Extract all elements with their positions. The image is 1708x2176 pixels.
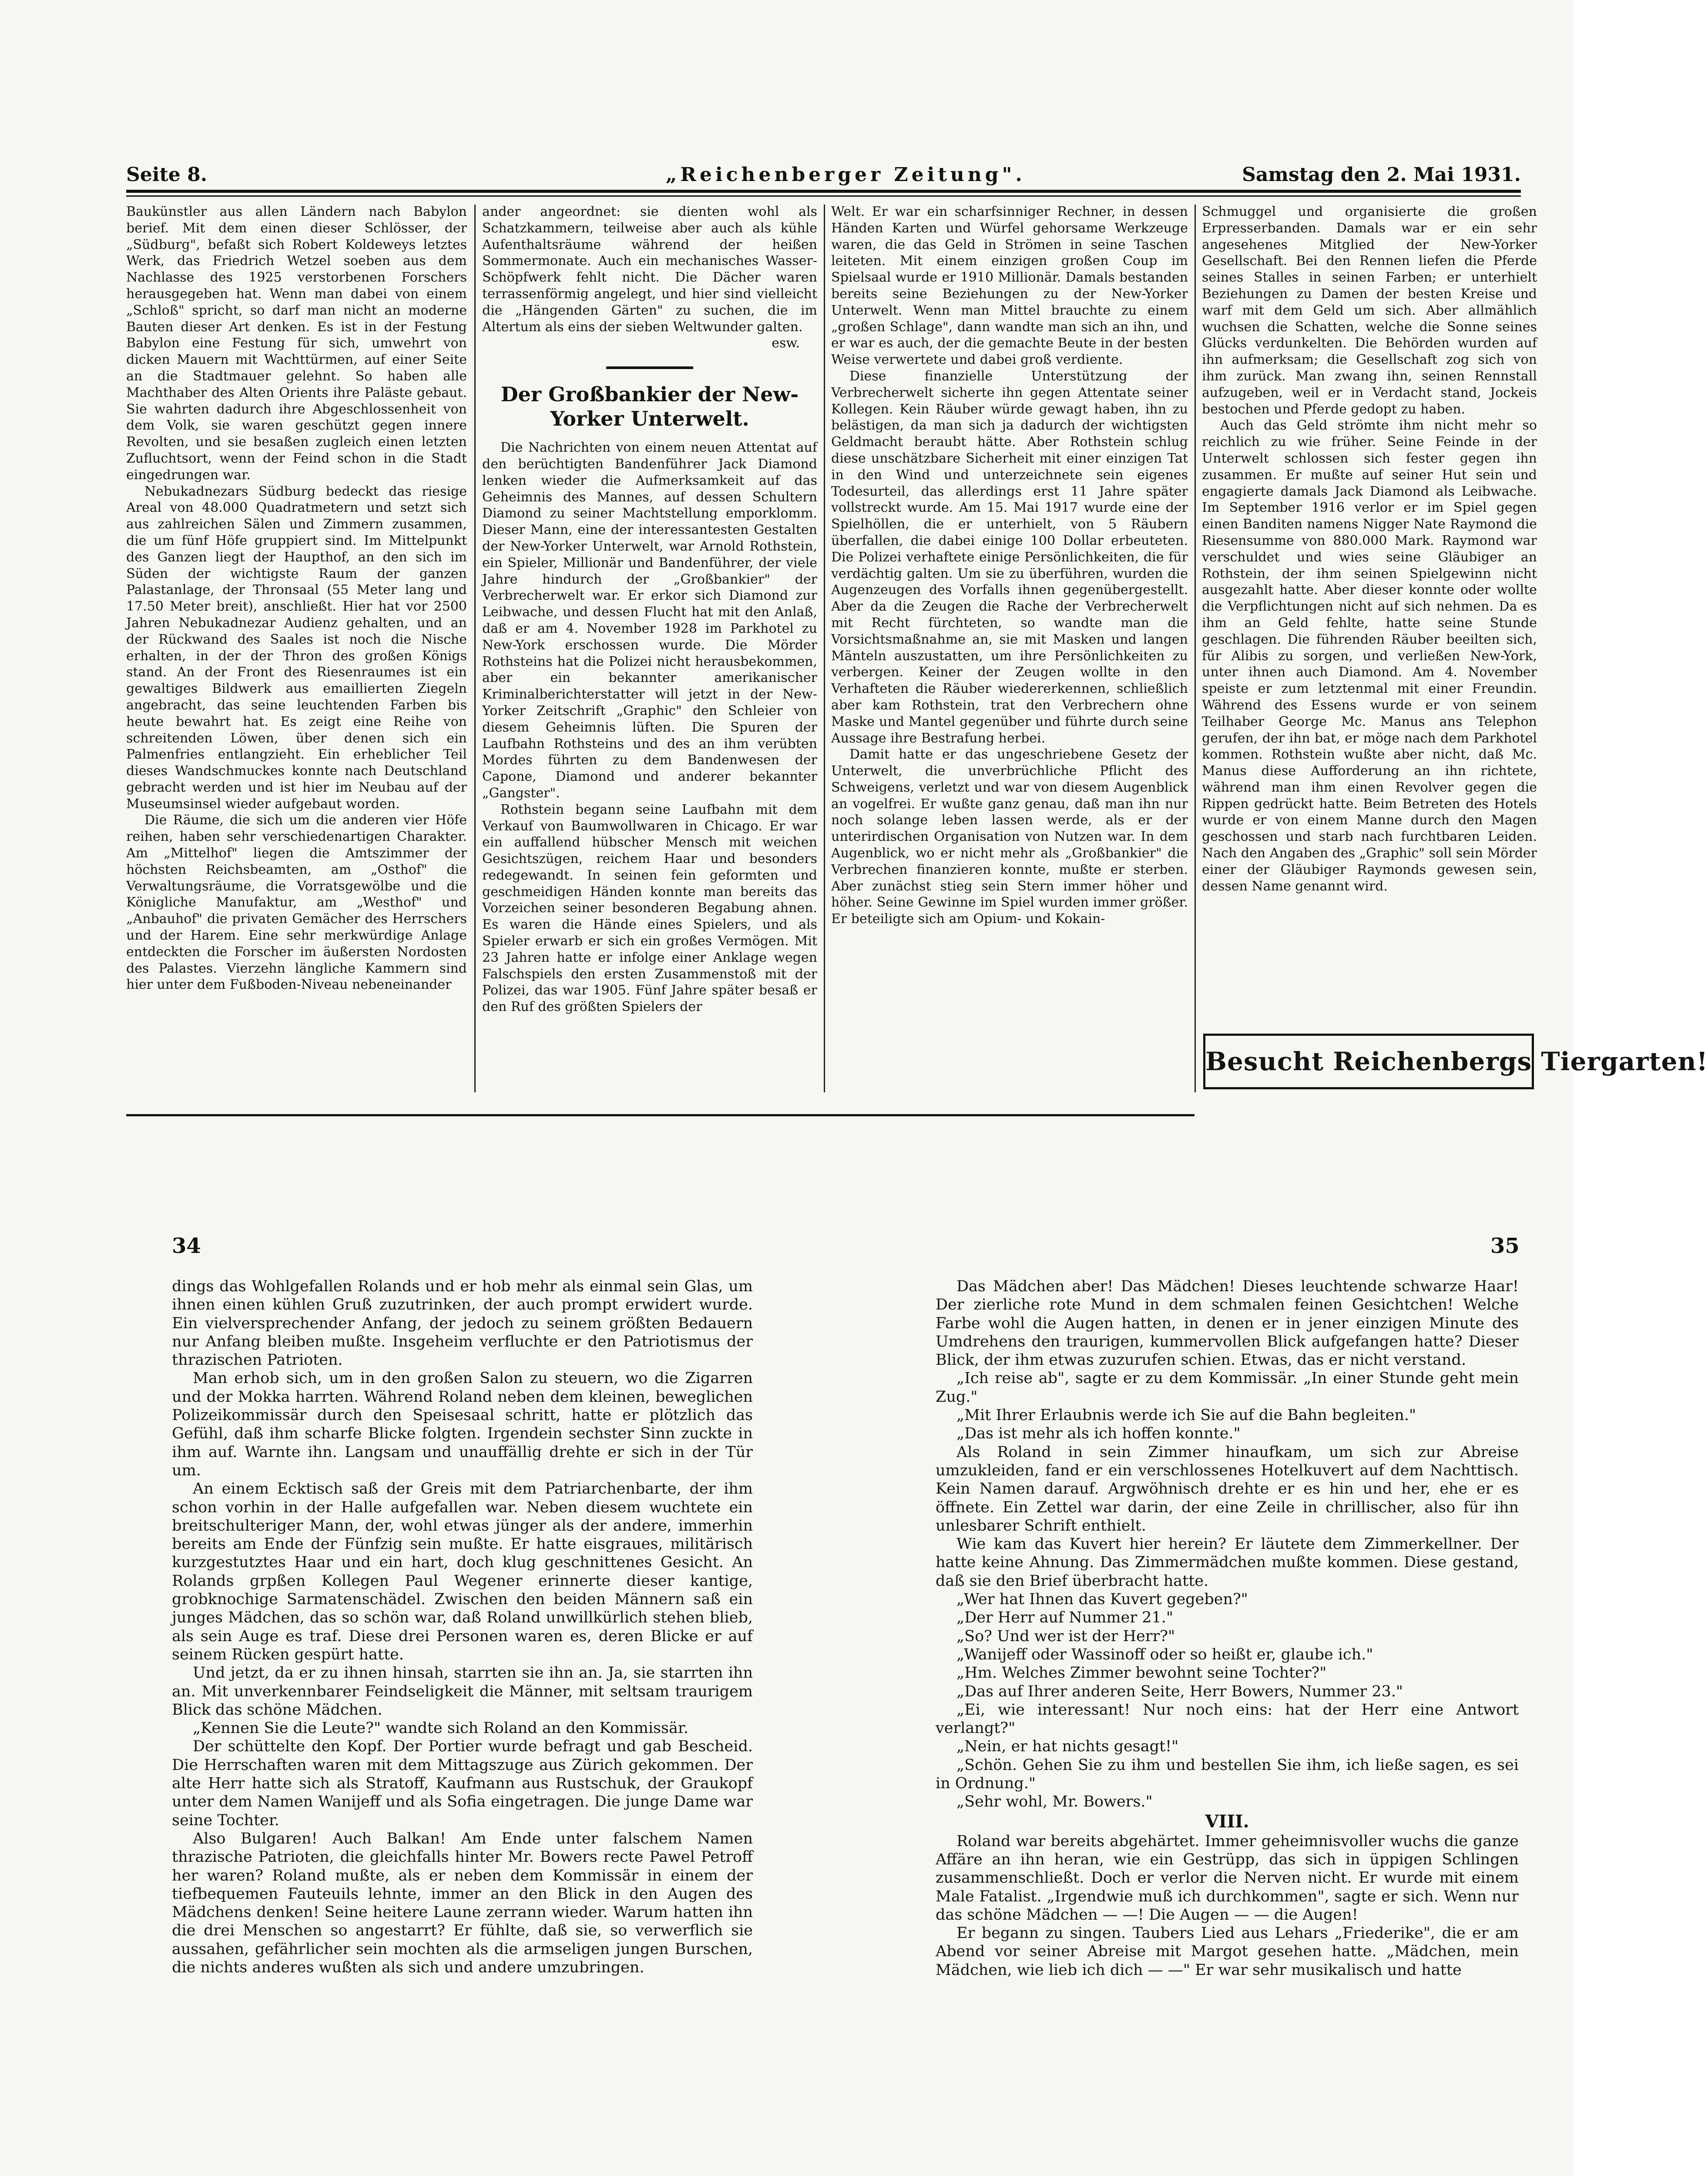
serial-paragraph: „Schön. Gehen Sie zu ihm und bestellen Sie ihm, ich ließe sagen, es sei in Ordnung." bbox=[936, 1756, 1519, 1793]
serial-paragraph: Das Mädchen aber! Das Mädchen! Dieses leuchtende schwarze Haar! Der zierliche rote Mund in dem schmalen feinen Gesichtchen! Welche Farbe wohl die Augen hatten, in denen er in jener einzigen Minute des Umdrehens den traurigen, kummervollen Blick aufgefangen hatte? Dieser Blick, der ihm etwas zuzurufen schien. Etwas, das er nicht verstand. bbox=[936, 1278, 1519, 1369]
column-rule-1 bbox=[474, 205, 476, 1092]
column-4 bbox=[1202, 204, 1537, 1022]
serial-paragraph: Und jetzt, da er zu ihnen hinsah, starrten sie ihn an. Ja, sie starrten ihn an. Mit unverkennbarer Feindseligkeit die Männer, mit seltsam traurigem Blick das schöne Mädchen. bbox=[172, 1664, 753, 1719]
header-page-number: Seite 8. bbox=[126, 164, 208, 186]
header-rule-thin bbox=[126, 195, 1521, 197]
serial-paragraph: Man erhob sich, um in den großen Salon zu steuern, wo die Zigarren und der Mokka harrten. Während Roland neben dem kleinen, beweglichen Polizeikommissär durch den Speisesaal schritt, hatte er plötzlich das Gefühl, daß ihm scharfe Blicke folgten. Irgendein sechster Sinn zuckte in ihm auf. Warnte ihn. Langsam und unauffällig drehte er sich in der Tür um. bbox=[172, 1370, 753, 1479]
serial-page-number-right: 35 bbox=[1490, 1234, 1520, 1258]
serial-left-column bbox=[172, 1277, 753, 2052]
col1-paragraph: Die Räume, die sich um die anderen vier Höfe reihen, haben sehr verschiedenartigen Charakter. Am „Mittelhof" liegen die Amtszimmer der höchsten Reichsbeamten, am „Osthof" die Verwaltungsräume, die Vorratsgewölbe und die Königliche Manufaktur, am „Westhof" und „Anbauhof" die privaten Gemächer des Herrschers und der Harem. Eine sehr merkwürdige Anlage entdeckten die Forscher im äußersten Nordosten des Palastes. Vierzehn längliche Kammern sind hier unter dem Fußboden-Niveau nebeneinander bbox=[126, 813, 467, 993]
serial-paragraph: „Hm. Welches Zimmer bewohnt seine Tochter?" bbox=[956, 1664, 1327, 1682]
article-signature: esw. bbox=[772, 336, 800, 351]
col1-paragraph: Baukünstler aus allen Ländern nach Babylon berief. Mit dem einen dieser Schlösser, der „Südburg", befaßt sich Robert Koldeweys letztes Werk, das Friedrich Wetzel soeben aus dem Nachlasse des 1925 verstorbenen Forschers herausgegeben hat. Wenn man dabei von einem „Schloß" spricht, so darf man nicht an moderne Bauten dieser Art denken. Es ist in der Festung Babylon eine Festung für sich, umwehrt von dicken Mauern mit Wachttürmen, auf einer Seite an die Stadtmauer gelehnt. So haben alle Machthaber des Alten Orients ihre Paläste gebaut. Sie wahrten dadurch ihre Abgeschlossenheit von dem Volk, sie waren geschützt gegen innere Revolten, und sie besaßen zugleich einen letzten Zufluchtsort, wenn der Feind schon in die Stadt eingedrungen war. bbox=[126, 204, 467, 483]
serial-paragraph: Er begann zu singen. Taubers Lied aus Lehars „Friederike", die er am Abend vor seiner Abreise mit Margot gesehen hatte. „Mädchen, mein Mädchen, wie lieb ich dich — —" Er war sehr musikalisch und hatte bbox=[936, 1924, 1519, 1979]
serial-paragraph: dings das Wohlgefallen Rolands und er hob mehr als einmal sein Glas, um ihnen einen kühlen Gruß zuzutrinken, der auch prompt erwidert wurde. Ein vielversprechender Anfang, der jedoch zu seinem größten Bedauern nur Anfang bleiben mußte. Insgeheim verfluchte er den Patriotismus der thrazischen Patrioten. bbox=[172, 1278, 753, 1369]
serial-paragraph: „Ich reise ab", sagte er zu dem Kommissär. „In einer Stunde geht mein Zug." bbox=[936, 1370, 1519, 1406]
article-bottom-rule bbox=[126, 1114, 1195, 1116]
col2-paragraph: Rothstein begann seine Laufbahn mit dem Verkauf von Baumwollwaren in Chicago. Er war ein auffallend hübscher Mensch mit weichen Gesichtszügen, reichem Haar und besonders redegewandt. In seinen fein geformten und geschmeidigen Händen konnte man bereits das Vorzeichen seiner besonderen Begabung ahnen. Es waren die Hände eines Spielers, und als Spieler erwarb er sich ein großes Vermögen. Mit 23 Jahren hatte er infolge einer Anklage wegen Falschspiels den ersten Zusammenstoß mit der Polizei, das war 1905. Fünf Jahre später besaß er den Ruf des größten Spielers der bbox=[482, 802, 817, 1015]
column-rule-2 bbox=[824, 205, 825, 1092]
serial-paragraph: „Mit Ihrer Erlaubnis werde ich Sie auf die Bahn begleiten." bbox=[956, 1407, 1416, 1424]
chapter-heading: VIII. bbox=[1205, 1811, 1249, 1832]
col3-paragraph: Damit hatte er das ungeschriebene Gesetz der Unterwelt, die unverbrüchliche Pflicht des Schweigens, verletzt und war von diesem Augenblick an vogelfrei. Er wußte ganz genau, daß man ihn nur noch solange leben lassen werde, als er der unterirdischen Organisation von Nutzen war. In dem Augenblick, wo er nicht mehr als „Großbankier" die Verbrechen finanzieren konnte, mußte er sterben. Aber zunächst stieg sein Stern immer höher und höher. Seine Gewinne im Spiel wurden immer größer. Er beteiligte sich am Opium- und Kokain- bbox=[831, 747, 1188, 927]
serial-paragraph: Roland war bereits abgehärtet. Immer geheimnisvoller wuchs die ganze Affäre an ihn heran, wie ein Gestrüpp, das sich in üppigen Schlingen zusammenschließt. Doch er verlor die Nerven nicht. Er wurde mit einem Male Fatalist. „Irgendwie muß ich durchkommen", sagte er sich. Wenn nur das schöne Mädchen — —! Die Augen — — die Augen! bbox=[936, 1832, 1519, 1924]
header-rule bbox=[126, 190, 1521, 193]
col1-paragraph: Nebukadnezars Südburg bedeckt das riesige Areal von 48.000 Quadratmetern und setzt sich aus zahlreichen Sälen und Zimmern zusammen, die um fünf Höfe gruppiert sind. Im Mittelpunkt des Ganzen liegt der Haupthof, an den sich im Süden der wichtigste Raum der ganzen Palastanlage, der Thronsaal (55 Meter lang und 17.50 Meter breit), anschließt. Hier hat vor 2500 Jahren Nebukadnezar Audienz gehalten, und an der Rückwand des Saales ist noch die Nische erhalten, in der der Thron des großen Königs stand. An der Front des Riesenraumes ist ein gewaltiges Bildwerk aus emaillierten Ziegeln angebracht, das seine leuchtenden Farben bis heute bewahrt hat. Es zeigt eine Reihe von schreitenden Löwen, über denen sich ein Palmenfries entlangzieht. Ein erheblicher Teil dieses Wandschmuckes konnte nach Deutschland gebracht werden und ist hier im Neubau auf der Museumsinsel wieder aufgebaut worden. bbox=[126, 484, 467, 812]
serial-paragraph: An einem Ecktisch saß der Greis mit dem Patriarchenbarte, der ihm schon vorhin in der Halle aufgefallen war. Neben diesem wuchtete ein breitschulteriger Mann, der, wohl etwas jünger als der andere, immerhin bereits am Ende der Fünfzig sein mußte. Er hatte eisgraues, militärisch kurzgestutztes Haar und ein hart, doch klug geschnittenes Gesicht. An Rolands grpßen Kollegen Paul Wegener erinnerte dieser kantige, grobknochige Sarmatenschädel. Zwischen den beiden Männern saß ein junges Mädchen, das so schön war, daß Roland unwillkürlich stehen blieb, als sein Auge es traf. Diese drei Personen waren es, deren Blicke er auf seinem Rücken gespürt hatte. bbox=[172, 1480, 753, 1663]
serial-paragraph: „Kennen Sie die Leute?" wandte sich Roland an den Kommissär. bbox=[193, 1719, 688, 1737]
serial-paragraph: „So? Und wer ist der Herr?" bbox=[956, 1627, 1175, 1645]
serial-paragraph: Also Bulgaren! Auch Balkan! Am Ende unter falschem Namen thrazische Patrioten, die gleichfalls hinter Mr. Bowers recte Pawel Petroff her waren? Roland mußte, als er neben dem Kommissär in einem der tiefbequemen Fauteuils lehnte, immer an den Blick in den Augen des Mädchens denken! Seine heitere Laune zerrann wieder. Warum hatten ihn die drei Menschen so angestarrt? Er fühlte, daß sie, so verwerflich sie aussahen, gefährlicher sein mochten als die armseligen jungen Burschen, die nichts anderes wußten als sich und andere umzubringen. bbox=[172, 1830, 753, 1976]
serial-paragraph: „Das auf Ihrer anderen Seite, Herr Bowers, Nummer 23." bbox=[956, 1682, 1403, 1700]
article-headline: Der Großbankier der New-Yorker Unterwelt. bbox=[500, 383, 799, 431]
serial-paragraph: „Wanijeff oder Wassinoff oder so heißt er, glaube ich." bbox=[956, 1645, 1373, 1663]
col4-paragraph: Auch das Geld strömte ihm nicht mehr so reichlich zu wie früher. Seine Feinde in der Unterwelt schlossen sich fester gegen ihn zusammen. Er mußte auf seiner Hut sein und engagierte damals Jack Diamond als Leibwache. Im September 1916 verlor er im Spiel gegen einen Banditen namens Nigger Nate Raymond die Riesensumme von 880.000 Mark. Raymond war verschuldet und wies seine Gläubiger an Rothstein, der ihm seinen Spielgewinn nicht ausgezahlt hatte. Aber dieser konnte oder wollte die Verpflichtungen nicht auf sich nehmen. Da es ihm an Geld fehlte, hatte seine Stunde geschlagen. Die führenden Räuber beeilten sich, für Alibis zu sorgen, und verließen New-York, unter ihnen auch Diamond. Am 4. November speiste er zum letztenmal mit einer Freundin. Während des Essens wurde er von seinem Teilhaber George Mc. Manus ans Telephon gerufen, der ihn bat, er möge nach dem Parkhotel kommen. Rothstein wußte aber nicht, daß Mc. Manus diese Aufforderung an ihn richtete, während man ihm einen Revolver gegen die Rippen gedrückt hatte. Beim Betreten des Hotels wurde er von einem Manne durch den Magen geschossen und starb nach furchtbaren Leiden. Nach den Angaben des „Graphic" soll sein Mörder einer der Gläubiger Raymonds gewesen sein, dessen Name genannt wird. bbox=[1202, 418, 1537, 894]
col3-paragraph: Diese finanzielle Unterstützung der Verbrecherwelt sicherte ihn gegen Attentate seiner Kollegen. Kein Räuber würde gewagt haben, ihn zu belästigen, da man sich ja dadurch der wichtigsten Geldmacht beraubt hätte. Aber Rothstein schlug diese unschätzbare Sicherheit mit einer einzigen Tat in den Wind und unterzeichnete sein eigenes Todesurteil, das allerdings erst 11 Jahre später vollstreckt wurde. Am 15. Mai 1917 wurde eine der Spielhöllen, die er unterhielt, von 5 Räubern überfallen, die dabei einige 100 Dollar erbeuteten. Die Polizei verhaftete einige Persönlichkeiten, die für verdächtig galten. Um sie zu überführen, wurden die Augenzeugen des Vorfalls ihnen gegenübergestellt. Aber da die Zeugen die Rache der Verbrecherwelt mit Recht fürchteten, so wandte man die Vorsichtsmaßnahme an, sie mit Masken und langen Mänteln auszustatten, um ihre Persönlichkeiten zu verbergen. Keiner der Zeugen wollte in den Verhafteten die Räuber wiedererkennen, schließlich aber kam Rothstein, trat den Verbrechern ohne Maske und Mantel gegenüber und führte durch seine Aussage ihre Bestrafung herbei. bbox=[831, 368, 1188, 746]
serial-paragraph: Wie kam das Kuvert hier herein? Er läutete dem Zimmerkellner. Der hatte keine Ahnung. Das Zimmermädchen mußte kommen. Diese gestand, daß sie den Brief überbracht hatte. bbox=[936, 1535, 1519, 1590]
serial-paragraph: „Das ist mehr als ich hoffen konnte." bbox=[956, 1425, 1241, 1443]
col3-paragraph: Welt. Er war ein scharfsinniger Rechner, in dessen Händen Karten und Würfel gehorsame Werkzeuge waren, die das Geld in Strömen in seine Taschen leiteten. Mit einem einzigen großen Coup im Spielsaal wurde er 1910 Millionär. Damals bestanden bereits seine Beziehungen zu der New-Yorker Unterwelt. Wenn man Mittel brauchte zu einem „großen Schlage", dann wandte man sich an ihn, und er war es auch, der die gemachte Beute in der besten Weise verwertete und dabei groß verdiente. bbox=[831, 204, 1188, 368]
serial-paragraph: „Der Herr auf Nummer 21." bbox=[956, 1609, 1173, 1627]
column-1 bbox=[126, 204, 467, 1113]
header-newspaper-name: „Reichenberger Zeitung". bbox=[666, 164, 1026, 186]
serial-paragraph: Der schüttelte den Kopf. Der Portier wurde befragt und gab Bescheid. Die Herrschaften waren mit dem Mittagszuge aus Zürich gekommen. Der alte Herr hatte sich als Stratoff, Kaufmann aus Rustschuk, der Graukopf unter dem Namen Wanijeff und als Sofia eingetragen. Die junge Dame war seine Tochter. bbox=[172, 1738, 753, 1829]
column-3 bbox=[831, 204, 1188, 1113]
zoo-advertisement: Besucht Reichenbergs Tiergarten! bbox=[1203, 1034, 1534, 1089]
header-date: Samstag den 2. Mai 1931. bbox=[1242, 164, 1521, 186]
col2-paragraph: Die Nachrichten von einem neuen Attentat auf den berüchtigten Bandenführer Jack Diamond lenken wieder die Aufmerksamkeit auf das Geheimnis des Mannes, auf dessen Schultern Diamond zu seiner Machtstellung emporklomm. Dieser Mann, eine der interessantesten Gestalten der New-Yorker Unterwelt, war Arnold Rothstein, ein Spieler, Millionär und Bandenführer, der viele Jahre hindurch der „Großbankier" der Verbrecherwelt war. Er erkor sich Diamond zur Leibwache, und dessen Flucht hat mit den Anlaß, daß er am 4. November 1928 im Parkhotel zu New-York erschossen wurde. Die Mörder Rothsteins hat die Polizei nicht herausbekommen, aber ein bekannter amerikanischer Kriminalberichterstatter will jetzt in der New-Yorker Zeitschrift „Graphic" den Schleier von diesem Geheimnis lüften. Die Spuren der Laufbahn Rothsteins und des an ihm verübten Mordes führten zu dem Bandenwesen der Capone, Diamond und anderer bekannter „Gangster". bbox=[482, 440, 817, 801]
serial-right-column bbox=[936, 1277, 1519, 2069]
col2-intro: ander angeordnet: sie dienten wohl als Schatzkammern, teilweise aber auch als kühle Aufenthaltsräume während der heißen Sommermonate. Auch ein mechanisches Wasser-Schöpfwerk fehlt nicht. Die Dächer waren terrassenförmig angelegt, und hier sind vielleicht die „Hängenden Gärten" zu suchen, die im Altertum als eins der sieben Weltwunder galten. bbox=[482, 204, 817, 335]
page-header bbox=[126, 162, 1521, 188]
serial-paragraph: Als Roland in sein Zimmer hinaufkam, um sich zur Abreise umzukleiden, fand er ein verschlossenes Hotelkuvert auf dem Nachttisch. Kein Namen darauf. Argwöhnisch drehte er es hin und her, ehe er es öffnete. Ein Zettel war darin, der eine Zeile in chrillischer, also für ihn unlesbarer Schrift enthielt. bbox=[936, 1443, 1519, 1535]
serial-paragraph: „Wer hat Ihnen das Kuvert gegeben?" bbox=[956, 1591, 1248, 1608]
serial-page-number-left: 34 bbox=[172, 1234, 201, 1258]
serial-paragraph: „Sehr wohl, Mr. Bowers." bbox=[956, 1793, 1153, 1811]
serial-paragraph: „Nein, er hat nichts gesagt!" bbox=[956, 1738, 1179, 1756]
col4-paragraph: Schmuggel und organisierte die großen Erpresserbanden. Damals war er ein sehr angesehenes Mitglied der New-Yorker Gesellschaft. Bei den Rennen liefen die Pferde seines Stalles in seinen Farben; er unterhielt Beziehungen zu Damen der besten Kreise und warf mit dem Geld um sich. Aber allmählich wuchsen die Schatten, welche die Sonne seines Glücks verdunkelten. Die Behörden wurden auf ihn aufmerksam; die Gesellschaft zog sich von ihm zurück. Man zwang ihn, seinen Rennstall aufzugeben, weil er in Verdacht stand, Jockeis bestochen und Pferde gedopt zu haben. bbox=[1202, 204, 1537, 417]
column-2 bbox=[482, 204, 817, 1113]
serial-paragraph: „Ei, wie interessant! Nur noch eins: hat der Herr eine Antwort verlangt?" bbox=[936, 1701, 1519, 1737]
column-rule-3 bbox=[1195, 205, 1196, 1092]
article-separator bbox=[606, 366, 693, 369]
